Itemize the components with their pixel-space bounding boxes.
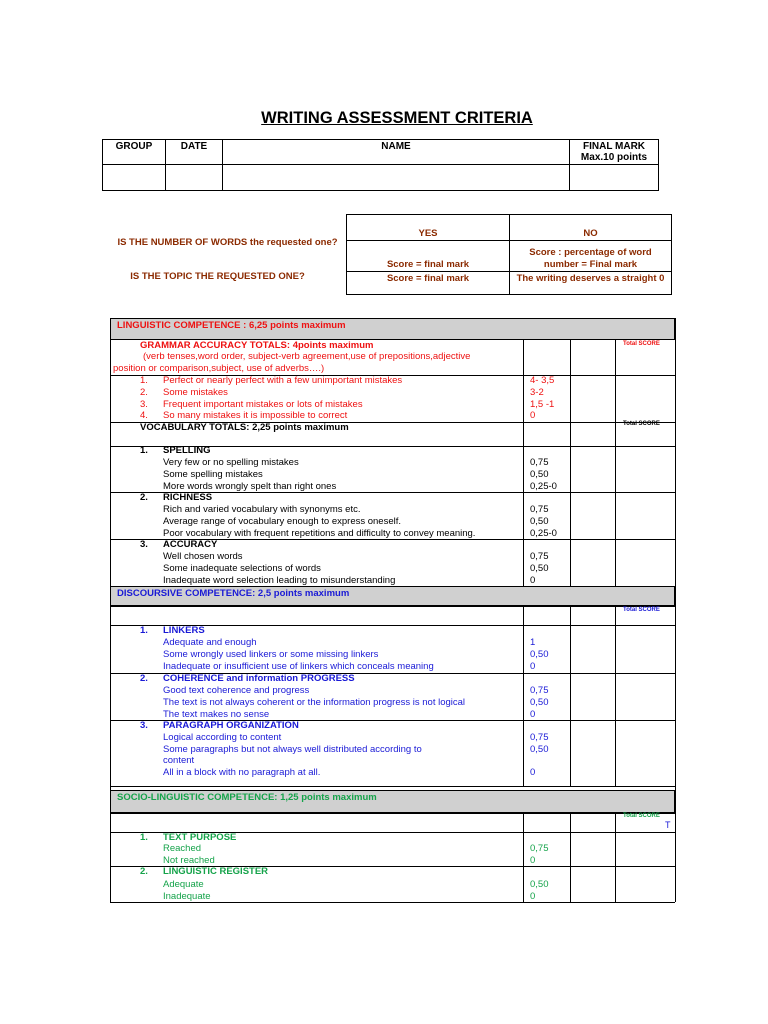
criterion-score: 4- 3,5: [530, 375, 555, 386]
criterion-text: Some mistakes: [163, 386, 228, 398]
item-number: 2.: [140, 866, 148, 877]
criterion-text: So many mistakes it is impossible to correct: [163, 410, 348, 422]
grid-row-line: [110, 786, 675, 787]
paragraph-row: [110, 732, 675, 744]
criterion-score: 0,50: [530, 468, 549, 480]
criterion-score: 0,75: [530, 685, 549, 696]
criterion-score: 1: [530, 637, 536, 648]
linguistic-section-header: LINGUISTIC COMPETENCE : 6,25 points maximum: [110, 318, 675, 340]
criterion-score: 0: [530, 708, 536, 720]
item-number: 4.: [140, 410, 148, 422]
criterion-text: Average range of vocabulary enough to express oneself.: [163, 516, 402, 527]
criterion-text: Good text coherence and progress: [163, 685, 310, 696]
yes-header: YES: [347, 215, 510, 241]
criterion-score: 3-2: [530, 386, 544, 398]
subsection-heading: SPELLING: [163, 445, 211, 456]
criterion-text: Adequate: [163, 879, 204, 890]
discoursive-section-header: DISCOURSIVE COMPETENCE: 2,5 points maximum: [110, 586, 675, 606]
item-number: 2.: [140, 673, 148, 684]
subsection-heading: COHERENCE and information PROGRESS: [163, 673, 355, 684]
criterion-text: More words wrongly spelt than right ones: [163, 480, 337, 492]
criterion-text: All in a block with no paragraph at all.: [163, 767, 321, 778]
item-number: 1.: [140, 625, 148, 636]
richness-row: [110, 516, 675, 528]
criterion-score: 0: [530, 767, 536, 778]
accuracy-row: [110, 575, 675, 587]
criterion-text: Poor vocabulary with frequent repetitions and difficulty to convey meaning.: [163, 528, 476, 539]
q1-yes: Score = final mark: [347, 241, 510, 272]
item-number: 2.: [140, 386, 148, 398]
item-number: 3.: [140, 398, 148, 410]
item-number: 1.: [140, 375, 148, 386]
accuracy-heading: [110, 539, 675, 551]
q2-yes: Score = final mark: [347, 272, 510, 295]
criterion-text: Very few or no spelling mistakes: [163, 457, 299, 468]
criterion-text: Rich and varied vocabulary with synonyms etc.: [163, 504, 361, 515]
name-header: NAME: [223, 140, 570, 165]
final-mark-label: FINAL MARK: [582, 141, 646, 152]
max-points-label: Max.10 points: [580, 152, 648, 163]
q-topic: IS THE TOPIC THE REQUESTED ONE?: [130, 271, 305, 282]
total-score-label: Total SCORE: [623, 341, 660, 347]
no-header: NO: [510, 215, 672, 241]
criterion-score: 0,50: [530, 879, 549, 890]
vocabulary-title: [110, 422, 675, 434]
linkers-row: [110, 661, 675, 673]
q1-no: Score : percentage of word number = Final mark: [510, 241, 672, 272]
item-number: 1.: [140, 445, 148, 456]
criterion-text: content: [163, 755, 195, 766]
criterion-score: 0,75: [530, 732, 549, 743]
vocabulary-heading: VOCABULARY TOTALS: 2,25 points maximum: [140, 422, 349, 433]
paragraph-row: [110, 755, 675, 767]
spelling-row: [110, 481, 675, 493]
coherence-row: [110, 685, 675, 697]
criterion-score: 0,75: [530, 843, 549, 854]
coherence-row: [110, 709, 675, 721]
criterion-text: Not reached: [163, 855, 215, 866]
coherence-heading: [110, 673, 675, 685]
criterion-text: Reached: [163, 843, 202, 854]
criterion-score: 0: [530, 890, 536, 902]
criterion-score: 0,75: [530, 551, 549, 562]
criterion-score: 0,50: [530, 744, 549, 755]
coherence-row: [110, 697, 675, 709]
criterion-score: 0,50: [530, 562, 549, 574]
group-header: GROUP: [103, 140, 166, 165]
criterion-text: Perfect or nearly perfect with a few unimportant mistakes: [163, 375, 403, 386]
criterion-score: 1,5 -1: [530, 398, 555, 410]
register-row: [110, 879, 675, 891]
richness-row: [110, 504, 675, 516]
linkers-heading: [110, 625, 675, 637]
spelling-heading: [110, 445, 675, 457]
socio-section-header: SOCIO-LINGUISTIC COMPETENCE: 1,25 points maximum: [110, 790, 675, 813]
paragraph-row: [110, 767, 675, 779]
criterion-score: 0: [530, 410, 536, 422]
criterion-text: Well chosen words: [163, 551, 243, 562]
criterion-score: 0: [530, 574, 536, 586]
final-mark-field[interactable]: [570, 165, 659, 191]
criterion-score: 0,75: [530, 457, 549, 468]
subsection-heading: PARAGRAPH ORGANIZATION: [163, 720, 299, 731]
accuracy-row: [110, 551, 675, 563]
accuracy-row: [110, 563, 675, 575]
total-score-label: Total SCORE: [623, 813, 660, 819]
spelling-row: [110, 469, 675, 481]
criterion-score: 0: [530, 855, 536, 866]
criterion-score: 0,25-0: [530, 528, 557, 539]
criterion-text: Some spelling mistakes: [163, 468, 263, 480]
criterion-score: 0,50: [530, 648, 549, 660]
criterion-text: Some inadequate selections of words: [163, 562, 321, 574]
final-mark-header: [570, 140, 659, 165]
register-row: [110, 891, 675, 903]
grid-right-border: [675, 318, 676, 902]
total-score-label: Total SCORE: [623, 421, 660, 427]
grammar-heading: GRAMMAR ACCURACY TOTALS: 4points maximum: [140, 340, 374, 351]
criterion-score: 0: [530, 660, 536, 672]
criterion-score: 0,50: [530, 696, 549, 708]
richness-heading: [110, 492, 675, 504]
yes-no-table: [346, 214, 672, 295]
q-word-count: IS THE NUMBER OF WORDS the requested one?: [117, 237, 338, 248]
item-number: 1.: [140, 832, 148, 843]
criterion-text: Adequate and enough: [163, 637, 257, 648]
register-heading: [110, 866, 675, 878]
grammar-row: [110, 375, 675, 387]
criterion-text: Inadequate: [163, 890, 211, 902]
grammar-note-2: [110, 363, 675, 375]
criterion-score: 0,50: [530, 516, 549, 527]
subsection-heading: LINKERS: [163, 625, 205, 636]
criterion-text: The text makes no sense: [163, 708, 270, 720]
grid-row-line: [110, 813, 675, 814]
criterion-text: Inadequate word selection leading to misunderstanding: [163, 574, 396, 586]
grammar-note-text: (verb tenses,word order, subject-verb agreement,use of prepositions,adjective: [143, 351, 471, 362]
name-field[interactable]: [223, 165, 570, 191]
criterion-text: Frequent important mistakes or lots of mistakes: [163, 398, 363, 410]
total-score-label: Total SCORE: [623, 607, 660, 613]
criterion-text: Inadequate or insufficient use of linkers which conceals meaning: [163, 660, 434, 672]
page-title: WRITING ASSESSMENT CRITERIA: [261, 109, 533, 127]
purpose-row: [110, 843, 675, 855]
subsection-heading: RICHNESS: [163, 492, 213, 503]
date-header: DATE: [166, 140, 223, 165]
item-number: 3.: [140, 720, 148, 731]
q2-no: The writing deserves a straight 0: [510, 272, 672, 295]
spelling-row: [110, 457, 675, 469]
linkers-row: [110, 637, 675, 649]
subsection-heading: TEXT PURPOSE: [163, 832, 237, 843]
item-number: 3.: [140, 539, 148, 550]
date-field[interactable]: [166, 165, 223, 191]
grid-row-line: [110, 606, 675, 607]
paragraph-heading: [110, 720, 675, 732]
t-mark: T: [665, 820, 671, 830]
grammar-note-1: [110, 351, 675, 363]
criterion-text: Some paragraphs but not always well distributed according to: [163, 744, 422, 755]
criterion-score: 0,25-0: [530, 480, 557, 492]
criterion-text: Logical according to content: [163, 732, 282, 743]
item-number: 2.: [140, 492, 148, 503]
criterion-score: 0,75: [530, 504, 549, 515]
grammar-row: [110, 387, 675, 399]
criterion-text: Some wrongly used linkers or some missing linkers: [163, 648, 379, 660]
group-field[interactable]: [103, 165, 166, 191]
linkers-row: [110, 649, 675, 661]
grammar-row: [110, 399, 675, 411]
header-table: [102, 139, 659, 191]
grammar-note-text: position or comparison,subject, use of adverbs….): [113, 363, 325, 374]
grammar-row: [110, 410, 675, 422]
subsection-heading: ACCURACY: [163, 539, 218, 550]
criterion-text: The text is not always coherent or the information progress is not logical: [163, 696, 466, 708]
subsection-heading: LINGUISTIC REGISTER: [163, 866, 269, 877]
